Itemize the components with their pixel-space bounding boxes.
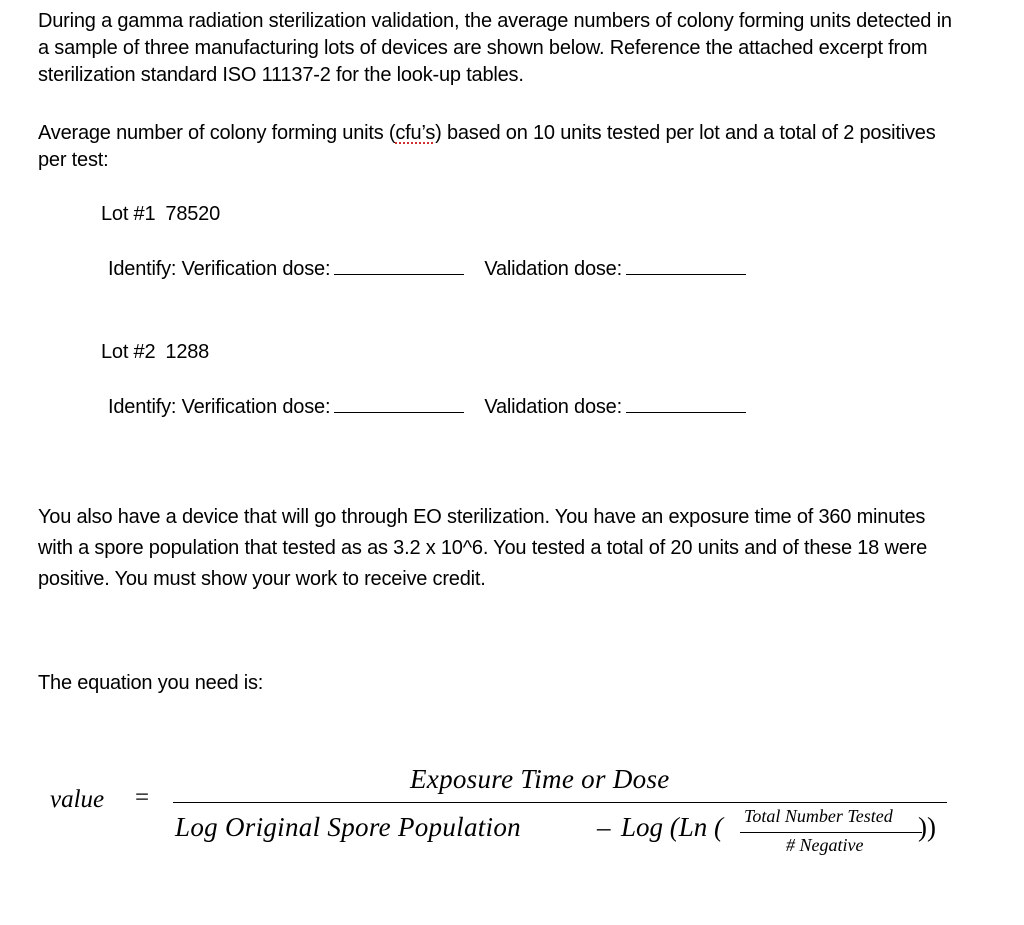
equation-numerator: Exposure Time or Dose bbox=[410, 764, 670, 794]
lot-2-verification-blank bbox=[334, 396, 464, 413]
average-text-end: ) based on 10 units tested per lot and a total of 2 positives per test: bbox=[38, 122, 936, 171]
equation-fraction-bar bbox=[173, 802, 947, 803]
lot-2-verification-label: Identify: Verification dose: bbox=[108, 396, 331, 418]
lot-1-validation-label: Validation dose: bbox=[484, 258, 622, 280]
lot-1-validation-blank bbox=[626, 258, 746, 275]
equation-inner-denominator: # Negative bbox=[786, 835, 864, 855]
lot-2-validation-label: Validation dose: bbox=[484, 396, 622, 418]
lot-1-verification-label: Identify: Verification dose: bbox=[108, 258, 331, 280]
lot-1-label: Lot #1 bbox=[101, 203, 156, 225]
average-cfu-paragraph bbox=[38, 120, 968, 174]
equation-inner-numerator: Total Number Tested bbox=[744, 806, 893, 826]
lot-1-identify-row bbox=[108, 258, 746, 281]
lot-2-validation-blank bbox=[626, 396, 746, 413]
lot-2-identify-row bbox=[108, 396, 746, 419]
equation-lhs: value bbox=[50, 786, 105, 813]
eo-sterilization-paragraph: You also have a device that will go through EO sterilization. You have an exposure time of 360 minutes with a spore population that tested as as 3.2 x 10^6. You tested a total of 20 units and of these 18 were positive. You must show your work to receive credit. bbox=[38, 506, 928, 590]
lot-2-cfu-value: 1288 bbox=[165, 341, 210, 363]
equation-denominator-left: Log Original Spore Population bbox=[175, 812, 521, 842]
cfu-spellcheck-word: cfu’s bbox=[395, 122, 436, 144]
intro-paragraph: During a gamma radiation sterilization validation, the average numbers of colony forming units detected in a sample of three manufacturing lots of devices are shown below. Reference the attached excerpt from sterilization standard ISO 11137-2 for the look-up tables. bbox=[38, 10, 952, 86]
lot-1-heading bbox=[101, 203, 220, 226]
equation-log-ln: Log (Ln ( bbox=[621, 812, 724, 842]
equation-minus-sign: – bbox=[597, 812, 611, 842]
equation-intro: The equation you need is: bbox=[38, 672, 264, 694]
lot-1-cfu-value: 78520 bbox=[165, 203, 221, 225]
lot-1-verification-blank bbox=[334, 258, 464, 275]
equation-closing-parens: )) bbox=[918, 812, 936, 842]
lot-2-label: Lot #2 bbox=[101, 341, 156, 363]
equation-equals-sign: = bbox=[135, 784, 150, 811]
lot-2-heading bbox=[101, 341, 209, 364]
average-text-start: Average number of colony forming units ( bbox=[38, 122, 396, 144]
equation-inner-fraction-bar bbox=[740, 832, 922, 833]
